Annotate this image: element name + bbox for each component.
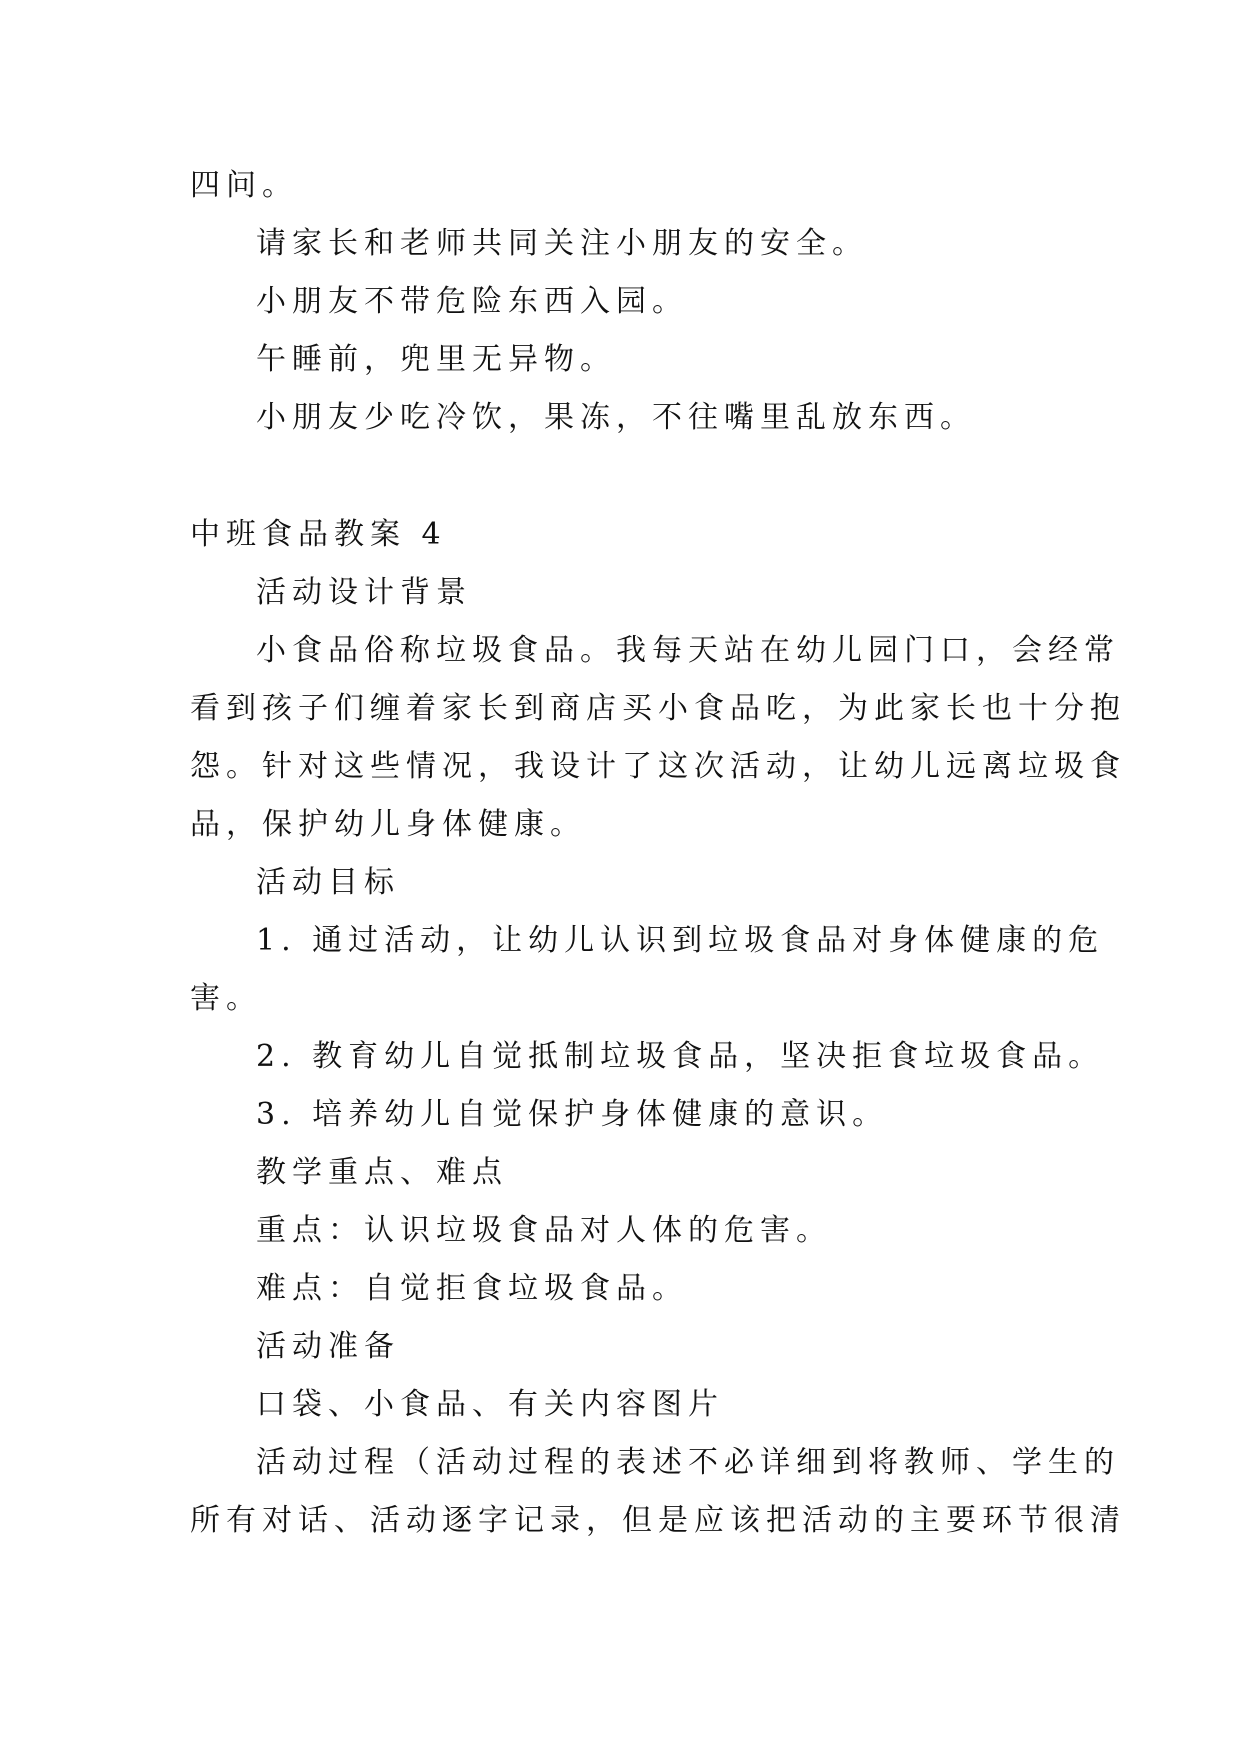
paragraph-line: 请家长和老师共同关注小朋友的安全。 xyxy=(256,226,868,261)
list-item: 3. 培养幼儿自觉保护身体健康的意识。 xyxy=(256,1097,889,1132)
paragraph-line: 怨。针对这些情况，我设计了这次活动，让幼儿远离垃圾食 xyxy=(190,749,1126,784)
paragraph-line: 重点：认识垃圾食品对人体的危害。 xyxy=(256,1213,832,1248)
list-item: 2. 教育幼儿自觉抵制垃圾食品，坚决拒食垃圾食品。 xyxy=(256,1039,1105,1074)
paragraph-line: 小朋友少吃冷饮，果冻，不往嘴里乱放东西。 xyxy=(256,400,976,435)
subheading: 教学重点、难点 xyxy=(256,1155,508,1190)
paragraph-line: 看到孩子们缠着家长到商店买小食品吃，为此家长也十分抱 xyxy=(190,691,1126,726)
paragraph-line: 口袋、小食品、有关内容图片 xyxy=(256,1387,724,1422)
section-title: 中班食品教案 4 xyxy=(190,517,447,552)
subheading: 活动目标 xyxy=(256,865,400,900)
paragraph-line: 四问。 xyxy=(190,168,298,203)
subheading: 活动准备 xyxy=(256,1329,400,1364)
paragraph-line: 所有对话、活动逐字记录，但是应该把活动的主要环节很清 xyxy=(190,1503,1126,1538)
paragraph-line: 午睡前，兜里无异物。 xyxy=(256,342,616,377)
list-item: 1. 通过活动，让幼儿认识到垃圾食品对身体健康的危 xyxy=(256,923,1105,958)
list-item-continuation: 害。 xyxy=(190,981,262,1016)
paragraph-line: 小食品俗称垃圾食品。我每天站在幼儿园门口，会经常 xyxy=(256,633,1120,668)
paragraph-line: 活动过程（活动过程的表述不必详细到将教师、学生的 xyxy=(256,1445,1120,1480)
paragraph-line: 难点：自觉拒食垃圾食品。 xyxy=(256,1271,688,1306)
subheading: 活动设计背景 xyxy=(256,575,472,610)
paragraph-line: 品，保护幼儿身体健康。 xyxy=(190,807,586,842)
paragraph-line: 小朋友不带危险东西入园。 xyxy=(256,284,688,319)
